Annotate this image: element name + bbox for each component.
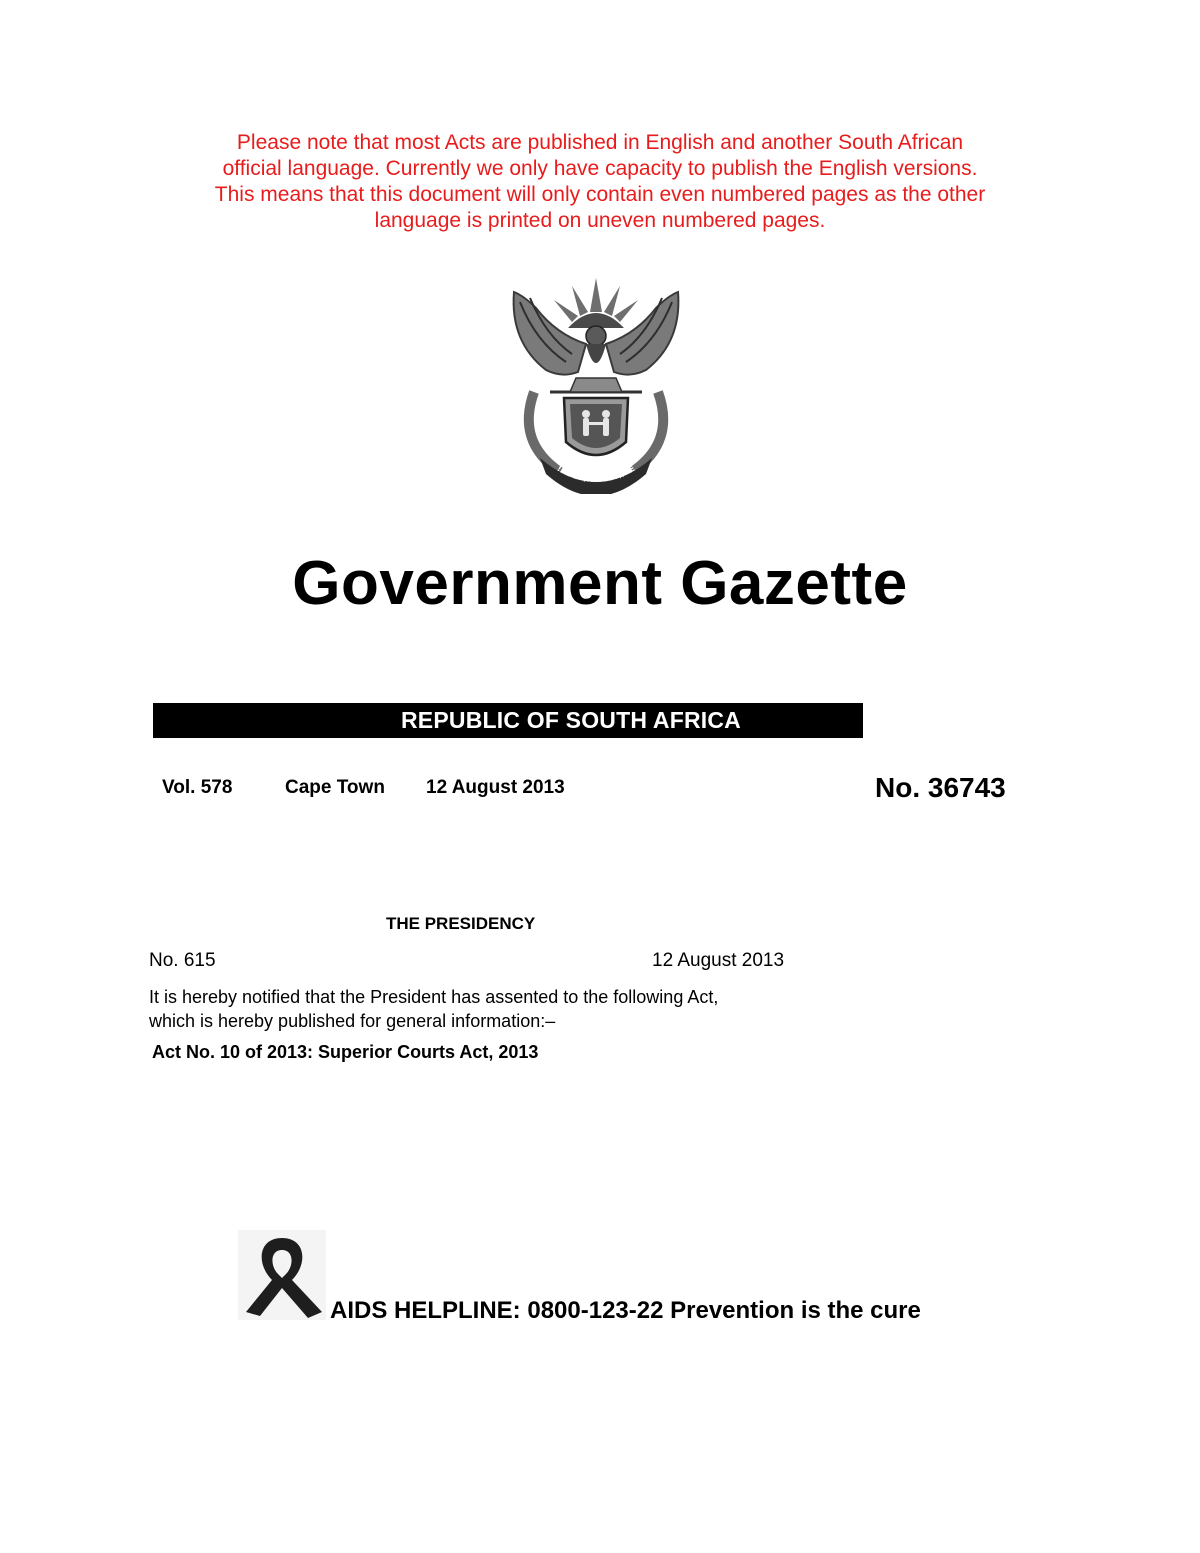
issue-number: No. 36743 <box>875 772 1006 803</box>
body-line: which is hereby published for general information:– <box>149 1011 556 1031</box>
awareness-ribbon-icon <box>238 1230 326 1320</box>
coat-of-arms-icon <box>506 272 686 494</box>
notice-date: 12 August 2013 <box>652 950 785 971</box>
department-heading: THE PRESIDENCY <box>386 914 536 933</box>
notice-line: Please note that most Acts are published in English and another South African <box>236 131 964 154</box>
body-line: It is hereby notified that the President has assented to the following Act, <box>149 987 719 1007</box>
language-notice <box>200 130 1000 234</box>
motto-text: !KE E: /XARRA //KE <box>555 463 637 485</box>
notice-line: This means that this document will only contain even numbered pages as the other <box>214 183 986 206</box>
notice-line: official language. Currently we only have capacity to publish the English versions. <box>222 157 978 180</box>
act-title: Act No. 10 of 2013: Superior Courts Act, 2013 <box>152 1042 539 1062</box>
issue-date: 12 August 2013 <box>426 777 565 798</box>
volume-label: Vol. 578 <box>162 777 233 798</box>
gazette-title: Government Gazette <box>292 549 908 618</box>
notice-line: language is printed on uneven numbered pages. <box>374 209 826 232</box>
notice-number: No. 615 <box>149 950 216 971</box>
place-label: Cape Town <box>285 777 385 798</box>
aids-helpline: AIDS HELPLINE: 0800-123-22 Prevention is the cure <box>330 1297 921 1324</box>
country-banner: REPUBLIC OF SOUTH AFRICA <box>153 703 863 738</box>
notice-body <box>149 985 718 1033</box>
